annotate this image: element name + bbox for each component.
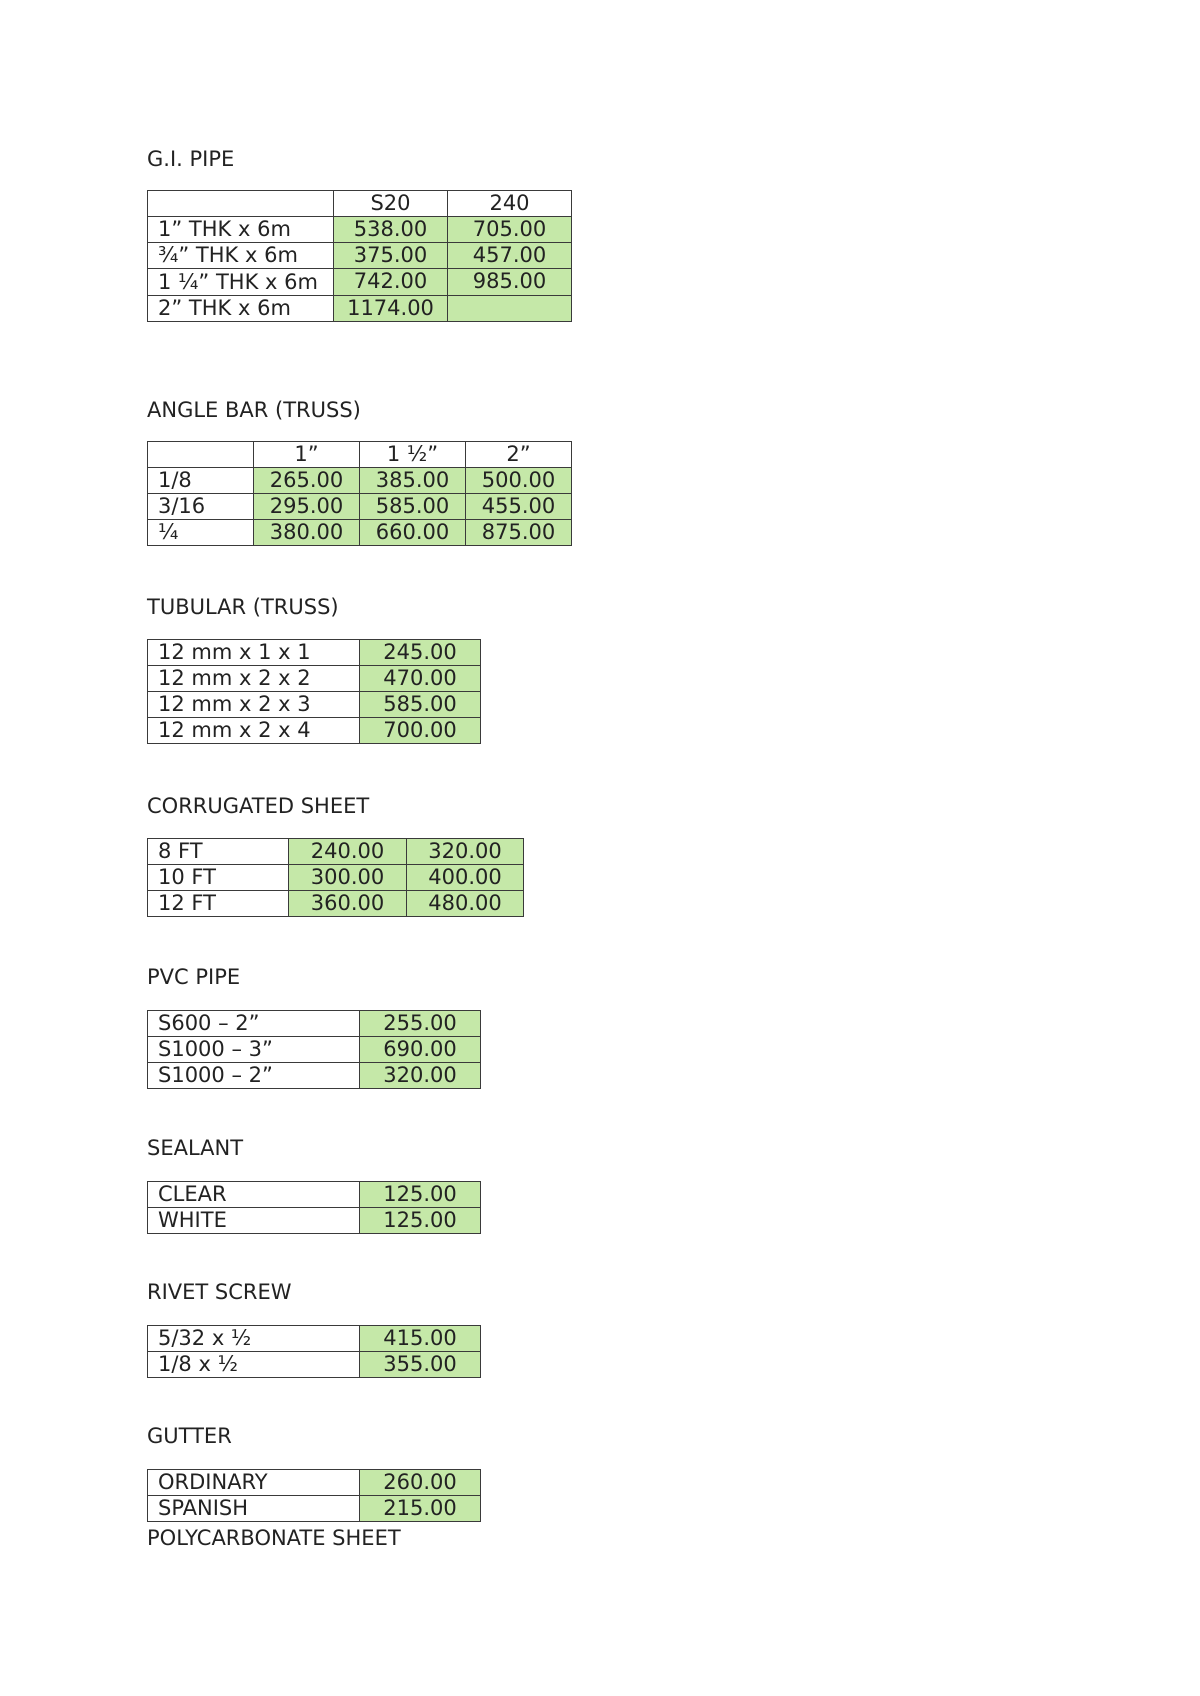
column-header: 1 ½”	[360, 442, 466, 468]
price-cell: 690.00	[360, 1037, 481, 1063]
row-label: WHITE	[148, 1208, 360, 1234]
price-cell: 705.00	[448, 217, 572, 243]
row-label: 1” THK x 6m	[148, 217, 334, 243]
column-header	[148, 442, 254, 468]
row-label: ¼	[148, 520, 254, 546]
section-title-gutter: GUTTER	[147, 1424, 232, 1448]
price-cell	[448, 296, 572, 322]
row-label: 3/16	[148, 494, 254, 520]
table-row	[148, 1208, 481, 1234]
price-cell: 360.00	[289, 891, 407, 917]
row-label: 8 FT	[148, 839, 289, 865]
table-row	[148, 217, 572, 243]
price-cell: 457.00	[448, 243, 572, 269]
price-cell: 455.00	[466, 494, 572, 520]
row-label: CLEAR	[148, 1182, 360, 1208]
price-cell: 240.00	[289, 839, 407, 865]
table-row	[148, 1037, 481, 1063]
angle-bar-table	[147, 441, 572, 546]
section-title-sealant: SEALANT	[147, 1136, 244, 1160]
table-row	[148, 692, 481, 718]
price-cell: 538.00	[334, 217, 448, 243]
price-cell: 385.00	[360, 468, 466, 494]
gutter-table	[147, 1469, 481, 1522]
price-cell: 125.00	[360, 1182, 481, 1208]
table-row	[148, 891, 524, 917]
row-label: SPANISH	[148, 1496, 360, 1522]
price-cell: 125.00	[360, 1208, 481, 1234]
price-cell: 480.00	[407, 891, 524, 917]
row-label: 12 mm x 2 x 2	[148, 666, 360, 692]
price-cell: 875.00	[466, 520, 572, 546]
column-header: 240	[448, 191, 572, 217]
row-label: S600 – 2”	[148, 1011, 360, 1037]
table-row	[148, 494, 572, 520]
table-row	[148, 839, 524, 865]
table-row	[148, 468, 572, 494]
price-cell: 660.00	[360, 520, 466, 546]
column-header: 1”	[254, 442, 360, 468]
row-label: 12 mm x 2 x 4	[148, 718, 360, 744]
price-cell: 985.00	[448, 269, 572, 296]
price-cell: 320.00	[407, 839, 524, 865]
price-cell: 245.00	[360, 640, 481, 666]
column-header: 2”	[466, 442, 572, 468]
price-cell: 255.00	[360, 1011, 481, 1037]
price-cell: 1174.00	[334, 296, 448, 322]
table-row	[148, 520, 572, 546]
column-header	[148, 191, 334, 217]
price-cell: 585.00	[360, 692, 481, 718]
section-title-corrugated-sheet: CORRUGATED SHEET	[147, 794, 370, 818]
row-label: 1/8 x ½	[148, 1352, 360, 1378]
table-row	[148, 1011, 481, 1037]
table-row	[148, 243, 572, 269]
row-label: 1 ¼” THK x 6m	[148, 269, 334, 296]
table-header-row	[148, 191, 572, 217]
row-label: 2” THK x 6m	[148, 296, 334, 322]
table-header-row	[148, 442, 572, 468]
row-label: 12 mm x 1 x 1	[148, 640, 360, 666]
price-cell: 375.00	[334, 243, 448, 269]
corrugated-sheet-table	[147, 838, 524, 917]
pvc-pipe-table	[147, 1010, 481, 1089]
row-label: 10 FT	[148, 865, 289, 891]
section-title-rivet-screw: RIVET SCREW	[147, 1280, 292, 1304]
section-title-gi-pipe: G.I. PIPE	[147, 147, 235, 171]
table-row	[148, 1470, 481, 1496]
price-cell: 500.00	[466, 468, 572, 494]
row-label: S1000 – 2”	[148, 1063, 360, 1089]
row-label: 12 mm x 2 x 3	[148, 692, 360, 718]
row-label: ¾” THK x 6m	[148, 243, 334, 269]
price-cell: 380.00	[254, 520, 360, 546]
table-row	[148, 640, 481, 666]
price-cell: 320.00	[360, 1063, 481, 1089]
price-cell: 742.00	[334, 269, 448, 296]
section-title-pvc-pipe: PVC PIPE	[147, 965, 241, 989]
section-title-angle-bar: ANGLE BAR (TRUSS)	[147, 398, 361, 422]
row-label: S1000 – 3”	[148, 1037, 360, 1063]
table-row	[148, 718, 481, 744]
price-cell: 355.00	[360, 1352, 481, 1378]
price-cell: 415.00	[360, 1326, 481, 1352]
table-row	[148, 666, 481, 692]
table-row	[148, 269, 572, 296]
rivet-screw-table	[147, 1325, 481, 1378]
section-title-tubular: TUBULAR (TRUSS)	[147, 595, 339, 619]
table-row	[148, 1182, 481, 1208]
price-cell: 215.00	[360, 1496, 481, 1522]
column-header: S20	[334, 191, 448, 217]
price-cell: 265.00	[254, 468, 360, 494]
price-cell: 585.00	[360, 494, 466, 520]
section-title-polycarbonate-sheet: POLYCARBONATE SHEET	[147, 1526, 401, 1550]
price-cell: 470.00	[360, 666, 481, 692]
price-cell: 400.00	[407, 865, 524, 891]
row-label: 1/8	[148, 468, 254, 494]
row-label: 12 FT	[148, 891, 289, 917]
price-cell: 260.00	[360, 1470, 481, 1496]
price-cell: 300.00	[289, 865, 407, 891]
table-row	[148, 1352, 481, 1378]
price-cell: 700.00	[360, 718, 481, 744]
table-row	[148, 865, 524, 891]
row-label: ORDINARY	[148, 1470, 360, 1496]
table-row	[148, 296, 572, 322]
tubular-table	[147, 639, 481, 744]
table-row	[148, 1496, 481, 1522]
table-row	[148, 1063, 481, 1089]
sealant-table	[147, 1181, 481, 1234]
row-label: 5/32 x ½	[148, 1326, 360, 1352]
table-row	[148, 1326, 481, 1352]
price-cell: 295.00	[254, 494, 360, 520]
gi-pipe-table	[147, 190, 572, 322]
